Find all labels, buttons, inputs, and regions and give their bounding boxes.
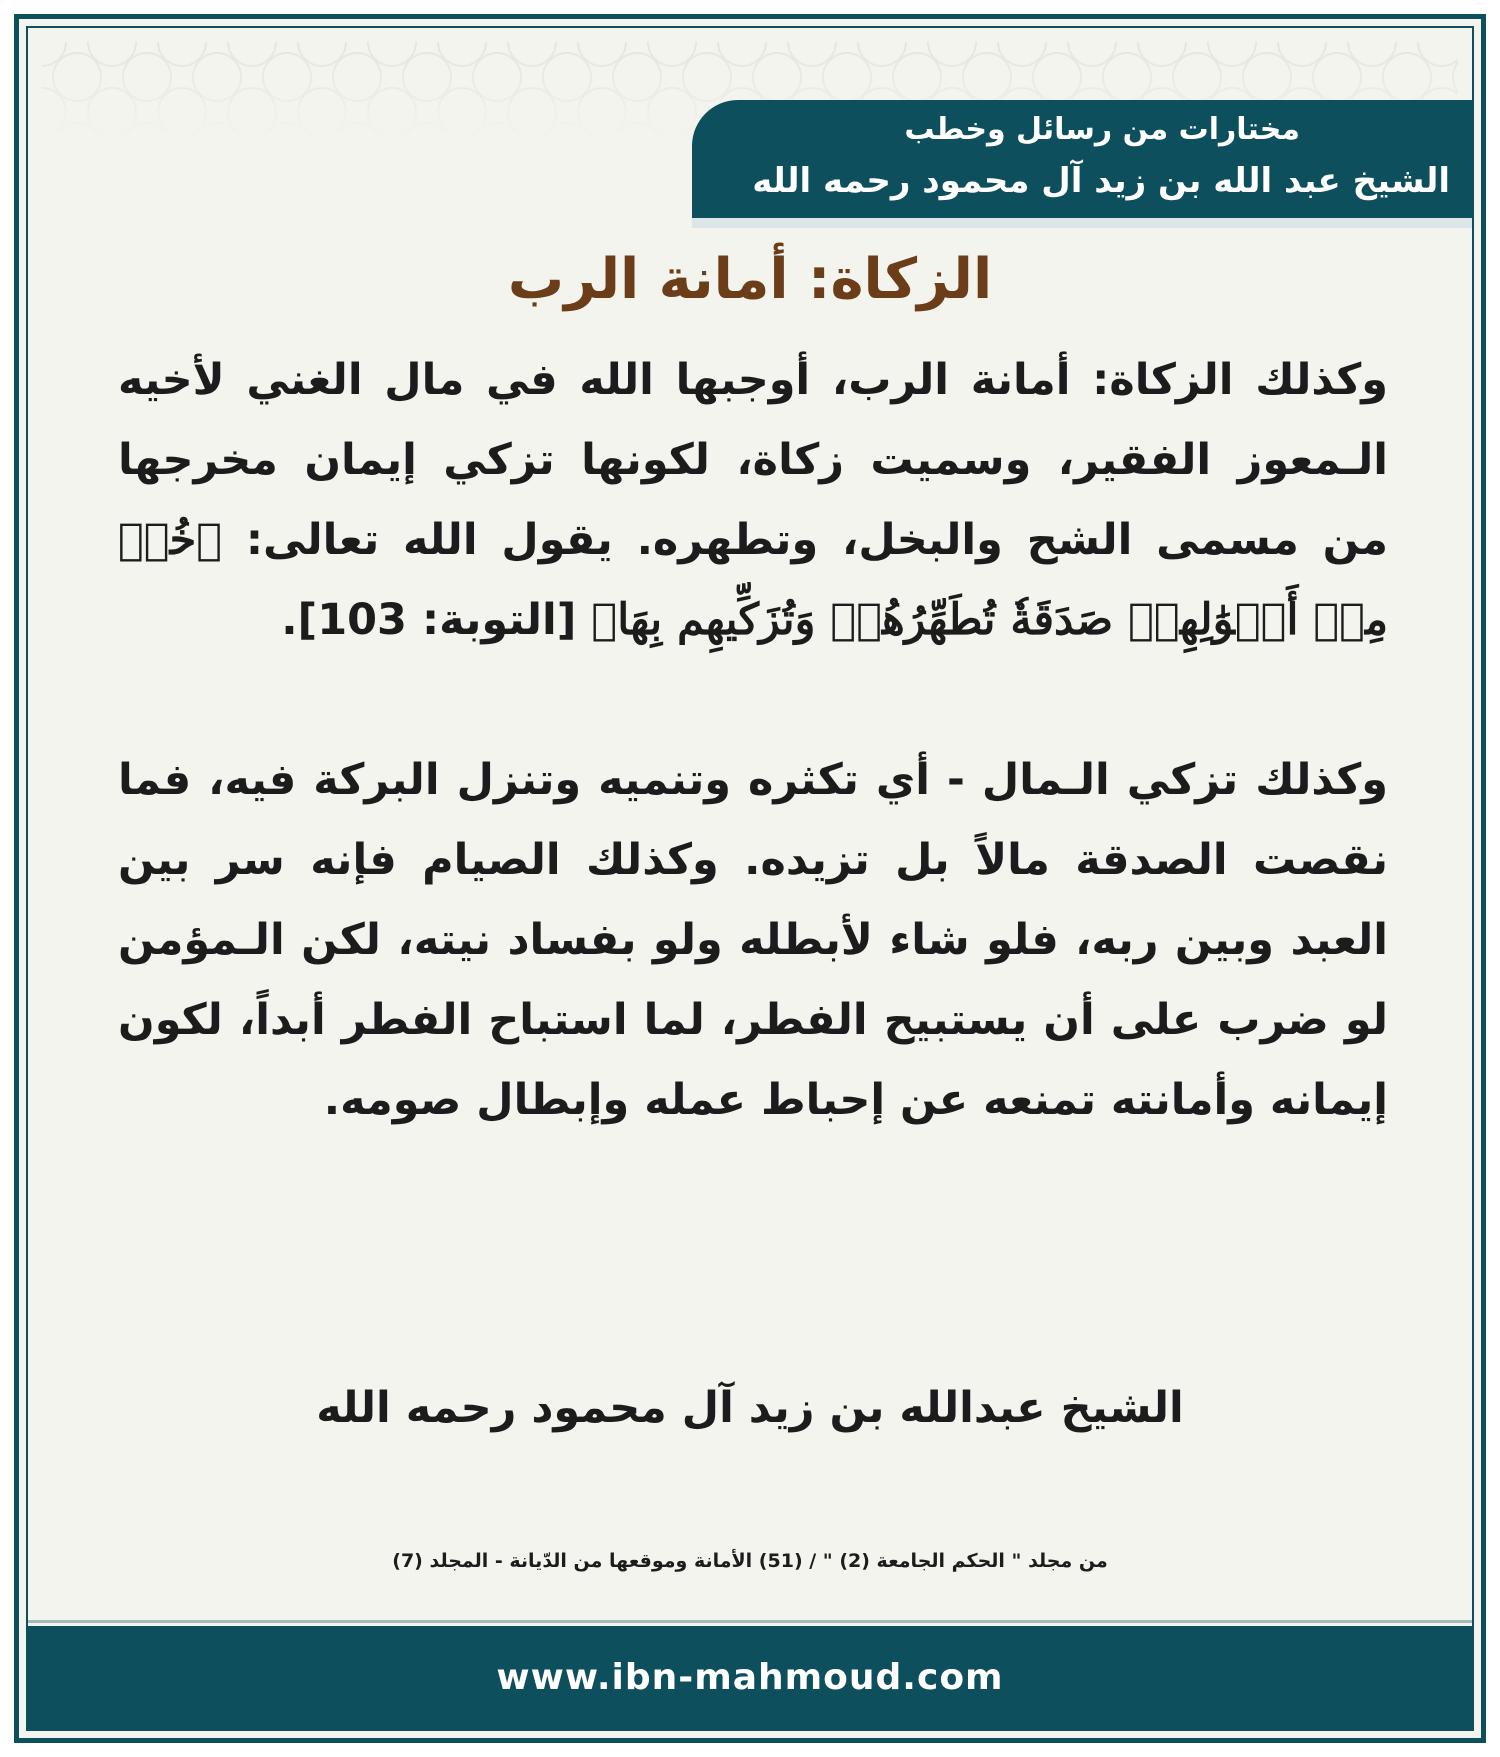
article-body <box>118 340 1388 1140</box>
page-card <box>26 26 1474 1731</box>
paragraph-1-text: وكذلك الزكاة: أمانة الرب، أوجبها الله في مال الغني لأخيه الـمعوز الفقير، وسميت زكاة، لكونها تزكي إيمان مخرجها من مسمى الشح والبخل، وتطهره. يقول الله تعالى: <box>118 355 1388 565</box>
header-divider <box>692 218 1472 228</box>
website-link[interactable]: www.ibn-mahmoud.com <box>496 1657 1004 1698</box>
footer-banner <box>28 1626 1472 1729</box>
header-banner <box>692 100 1472 228</box>
header-series-title: مختارات من رسائل وخطب <box>904 112 1300 147</box>
paragraph-2: وكذلك تزكي الـمال - أي تكثره وتنميه وتنزل البركة فيه، فما نقصت الصدقة مالاً بل تزيده. وكذلك الصيام فإنه سر بين العبد وبين ربه، فلو شاء لأبطله ولو بفساد نيته، لكن الـمؤمن لو ضرب على أن يستبيح الفطر، لما استباح الفطر أبداً، لكون إيمانه وأمانته تمنعه عن إحباط عمله وإبطال صومه. <box>118 755 1388 1125</box>
footer-divider <box>28 1620 1472 1623</box>
page-title: الزكاة: أمانة الرب <box>507 247 993 312</box>
header-author-name: الشيخ عبد الله بن زيد آل محمود رحمه الله <box>752 161 1450 201</box>
author-signature: الشيخ عبدالله بن زيد آل محمود رحمه الله <box>316 1383 1184 1433</box>
quran-verse: ﴿خُذۡ مِنۡ أَمۡوَٰلِهِمۡ صَدَقَةٗ تُطَهِّرُهُمۡ وَتُزَكِّيهِم بِهَا﴾ <box>118 515 1388 645</box>
source-citation: من مجلد " الحكم الجامعة (2) " / (51) الأمانة وموقعها من الدّيانة - المجلد (7) <box>392 1550 1108 1572</box>
paragraph-1 <box>118 340 1388 660</box>
verse-reference: [التوبة: 103]. <box>281 595 592 645</box>
